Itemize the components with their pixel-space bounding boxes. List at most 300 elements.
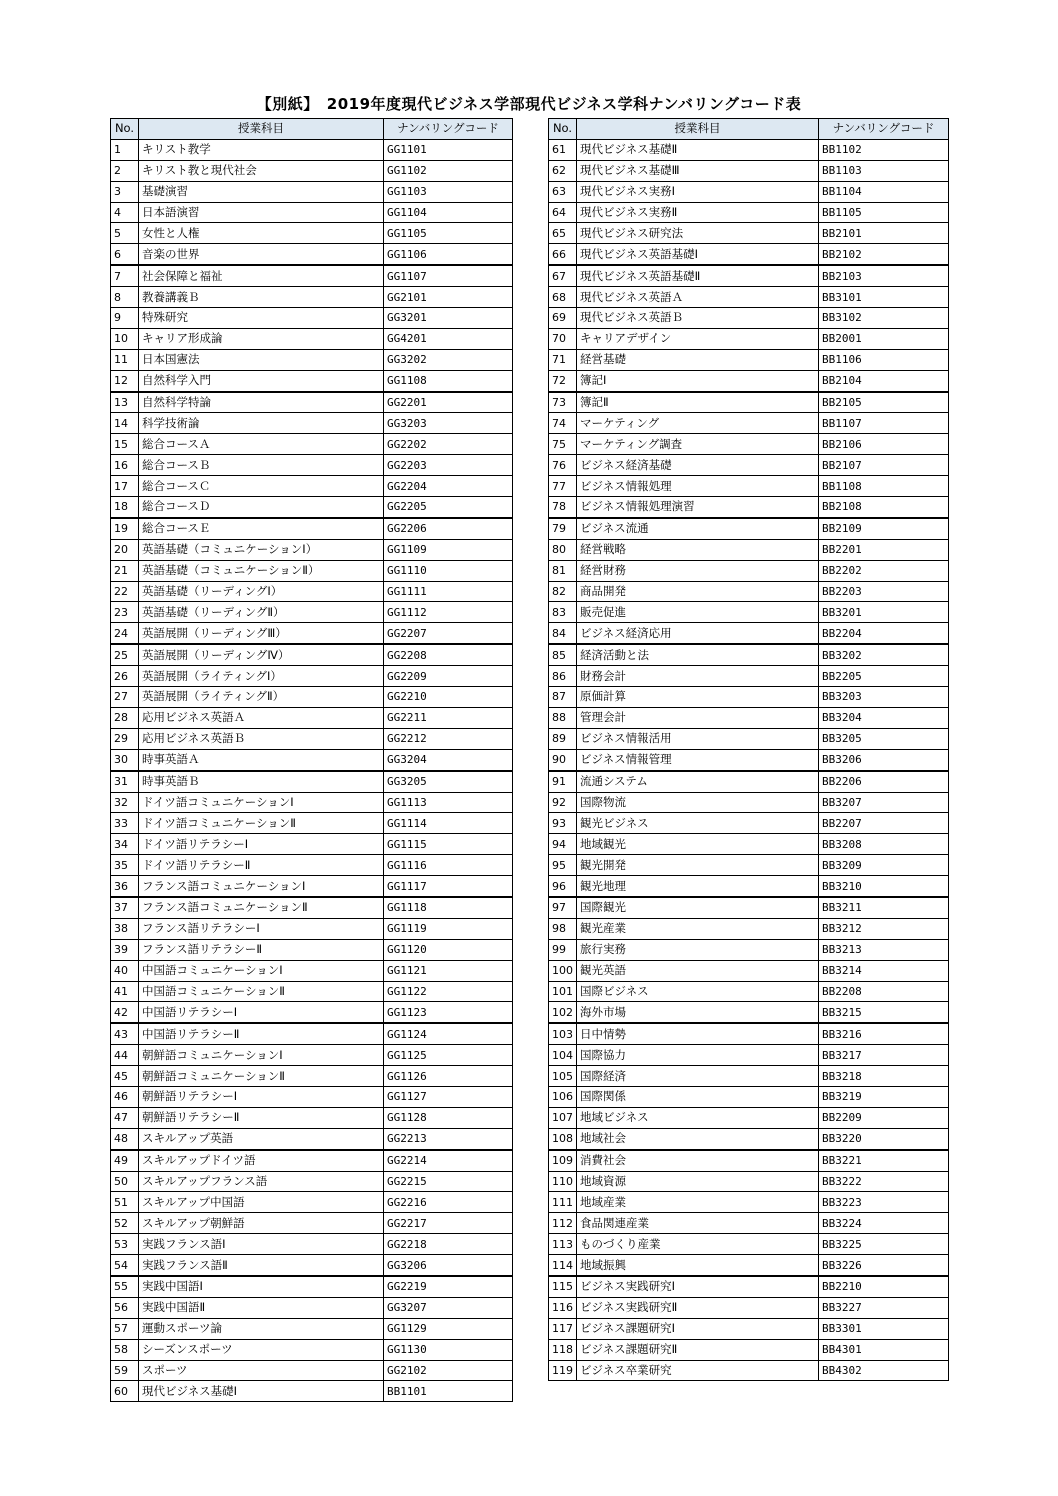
table-row xyxy=(549,1086,949,1107)
subject-name: 現代ビジネス基礎Ⅲ xyxy=(577,160,819,181)
numbering-code: GG1128 xyxy=(384,1107,513,1128)
numbering-code: GG1116 xyxy=(384,855,513,876)
row-number: 14 xyxy=(111,413,139,434)
table-row xyxy=(549,581,949,602)
subject-name: ビジネス課題研究Ⅱ xyxy=(577,1339,819,1360)
table-row xyxy=(111,434,513,455)
table-row xyxy=(549,497,949,518)
table-row xyxy=(111,897,513,918)
subject-name: 国際ビジネス xyxy=(577,981,819,1002)
subject-name: 女性と人権 xyxy=(139,223,384,244)
row-number: 35 xyxy=(111,855,139,876)
table-row xyxy=(549,876,949,897)
subject-name: ドイツ語コミュニケーションⅠ xyxy=(139,792,384,813)
header-code: ナンバリングコード xyxy=(819,119,949,140)
row-number: 85 xyxy=(549,644,577,665)
row-number: 43 xyxy=(111,1023,139,1044)
row-number: 90 xyxy=(549,749,577,770)
table-row xyxy=(111,287,513,308)
table-row xyxy=(549,1360,949,1381)
table-row xyxy=(549,1128,949,1149)
row-number: 20 xyxy=(111,539,139,560)
row-number: 1 xyxy=(111,139,139,160)
table-row xyxy=(111,1213,513,1234)
numbering-code: BB3209 xyxy=(819,855,949,876)
table-body-left xyxy=(111,139,513,1401)
numbering-code: BB3210 xyxy=(819,876,949,897)
table-row xyxy=(549,897,949,918)
table-row xyxy=(111,602,513,623)
subject-name: 英語基礎（コミュニケーションⅠ） xyxy=(139,539,384,560)
numbering-code: GG1126 xyxy=(384,1066,513,1087)
table-row xyxy=(549,1297,949,1318)
subject-name: 現代ビジネス英語Ａ xyxy=(577,287,819,308)
table-row xyxy=(549,707,949,728)
table-row xyxy=(111,244,513,265)
table-row xyxy=(111,476,513,497)
row-number: 24 xyxy=(111,623,139,644)
numbering-code: BB3224 xyxy=(819,1213,949,1234)
header-no: No. xyxy=(549,119,577,140)
row-number: 63 xyxy=(549,181,577,202)
table-row xyxy=(111,960,513,981)
subject-name: 英語展開（リーディングⅢ） xyxy=(139,623,384,644)
subject-name: 地域社会 xyxy=(577,1128,819,1149)
row-number: 92 xyxy=(549,792,577,813)
table-row xyxy=(549,539,949,560)
table-row xyxy=(549,1150,949,1171)
subject-name: 基礎演習 xyxy=(139,181,384,202)
numbering-code: GG3201 xyxy=(384,308,513,329)
numbering-code: GG1113 xyxy=(384,792,513,813)
table-body-right xyxy=(549,139,949,1381)
table-row xyxy=(549,202,949,223)
row-number: 17 xyxy=(111,476,139,497)
row-number: 108 xyxy=(549,1128,577,1149)
subject-name: 英語展開（ライティングⅡ） xyxy=(139,687,384,708)
subject-name: 実践中国語Ⅱ xyxy=(139,1297,384,1318)
table-row xyxy=(111,328,513,349)
numbering-code: BB3202 xyxy=(819,644,949,665)
table-row xyxy=(111,623,513,644)
numbering-code: BB3102 xyxy=(819,308,949,329)
numbering-code: GG1109 xyxy=(384,539,513,560)
row-number: 72 xyxy=(549,370,577,391)
table-row xyxy=(111,1381,513,1402)
table-row xyxy=(549,1234,949,1255)
numbering-code: BB1107 xyxy=(819,413,949,434)
numbering-code: GG1106 xyxy=(384,244,513,265)
numbering-code: GG1125 xyxy=(384,1045,513,1066)
subject-name: 応用ビジネス英語Ａ xyxy=(139,707,384,728)
numbering-code: BB3212 xyxy=(819,918,949,939)
subject-name: 総合コースＤ xyxy=(139,497,384,518)
row-number: 40 xyxy=(111,960,139,981)
subject-name: 総合コースＣ xyxy=(139,476,384,497)
numbering-code: GG2202 xyxy=(384,434,513,455)
subject-name: フランス語リテラシーⅠ xyxy=(139,918,384,939)
row-number: 116 xyxy=(549,1297,577,1318)
table-row xyxy=(549,644,949,665)
table-row xyxy=(549,265,949,286)
subject-name: ものづくり産業 xyxy=(577,1234,819,1255)
table-row xyxy=(111,666,513,687)
numbering-code: GG2209 xyxy=(384,666,513,687)
numbering-code: BB3213 xyxy=(819,939,949,960)
subject-name: 現代ビジネス実務Ⅰ xyxy=(577,181,819,202)
subject-name: ビジネス流通 xyxy=(577,518,819,539)
numbering-table-left xyxy=(110,118,513,1402)
subject-name: 旅行実務 xyxy=(577,939,819,960)
numbering-code: BB3206 xyxy=(819,749,949,770)
subject-name: 特殊研究 xyxy=(139,308,384,329)
row-number: 68 xyxy=(549,287,577,308)
subject-name: スキルアップ英語 xyxy=(139,1128,384,1149)
table-row xyxy=(549,287,949,308)
row-number: 78 xyxy=(549,497,577,518)
numbering-code: BB4302 xyxy=(819,1360,949,1381)
subject-name: 英語展開（ライティングⅠ） xyxy=(139,666,384,687)
subject-name: 英語展開（リーディングⅣ） xyxy=(139,644,384,665)
subject-name: 観光開発 xyxy=(577,855,819,876)
subject-name: 観光産業 xyxy=(577,918,819,939)
subject-name: 応用ビジネス英語Ｂ xyxy=(139,728,384,749)
numbering-code: BB1102 xyxy=(819,139,949,160)
row-number: 89 xyxy=(549,728,577,749)
row-number: 29 xyxy=(111,728,139,749)
row-number: 44 xyxy=(111,1045,139,1066)
row-number: 48 xyxy=(111,1128,139,1149)
numbering-code: BB3225 xyxy=(819,1234,949,1255)
row-number: 83 xyxy=(549,602,577,623)
subject-name: 朝鮮語コミュニケーションⅡ xyxy=(139,1066,384,1087)
table-row xyxy=(111,749,513,770)
subject-name: フランス語コミュニケーションⅡ xyxy=(139,897,384,918)
numbering-code: GG1111 xyxy=(384,581,513,602)
numbering-code: BB3217 xyxy=(819,1045,949,1066)
row-number: 97 xyxy=(549,897,577,918)
table-row xyxy=(111,981,513,1002)
row-number: 59 xyxy=(111,1360,139,1381)
numbering-code: GG1130 xyxy=(384,1339,513,1360)
table-row xyxy=(549,560,949,581)
subject-name: 朝鮮語コミュニケーションⅠ xyxy=(139,1045,384,1066)
subject-name: ドイツ語リテラシーⅡ xyxy=(139,855,384,876)
table-row xyxy=(549,749,949,770)
numbering-code: BB2209 xyxy=(819,1107,949,1128)
row-number: 26 xyxy=(111,666,139,687)
row-number: 60 xyxy=(111,1381,139,1402)
table-row xyxy=(549,813,949,834)
row-number: 86 xyxy=(549,666,577,687)
table-row xyxy=(111,308,513,329)
table-row xyxy=(549,666,949,687)
subject-name: 地域資源 xyxy=(577,1171,819,1192)
table-row xyxy=(549,1107,949,1128)
row-number: 111 xyxy=(549,1192,577,1213)
table-row xyxy=(111,792,513,813)
table-row xyxy=(111,728,513,749)
row-number: 106 xyxy=(549,1086,577,1107)
table-row xyxy=(111,518,513,539)
row-number: 54 xyxy=(111,1255,139,1276)
numbering-code: BB1101 xyxy=(384,1381,513,1402)
numbering-code: BB2104 xyxy=(819,370,949,391)
table-row xyxy=(549,855,949,876)
subject-name: ビジネス卒業研究 xyxy=(577,1360,819,1381)
numbering-code: BB3221 xyxy=(819,1150,949,1171)
subject-name: 地域ビジネス xyxy=(577,1107,819,1128)
row-number: 101 xyxy=(549,981,577,1002)
table-row xyxy=(111,855,513,876)
table-row xyxy=(111,1023,513,1044)
numbering-code: GG1112 xyxy=(384,602,513,623)
row-number: 42 xyxy=(111,1002,139,1023)
table-row xyxy=(111,918,513,939)
numbering-code: BB2001 xyxy=(819,328,949,349)
row-number: 50 xyxy=(111,1171,139,1192)
numbering-code: GG2217 xyxy=(384,1213,513,1234)
numbering-code: GG2101 xyxy=(384,287,513,308)
subject-name: 時事英語Ａ xyxy=(139,749,384,770)
table-row xyxy=(549,349,949,370)
table-row xyxy=(549,434,949,455)
row-number: 30 xyxy=(111,749,139,770)
table-row xyxy=(111,1360,513,1381)
subject-name: ビジネス情報処理 xyxy=(577,476,819,497)
numbering-code: BB3215 xyxy=(819,1002,949,1023)
table-row xyxy=(549,1023,949,1044)
subject-name: 現代ビジネス英語Ｂ xyxy=(577,308,819,329)
row-number: 105 xyxy=(549,1066,577,1087)
table-row xyxy=(111,1086,513,1107)
numbering-code: GG1115 xyxy=(384,834,513,855)
row-number: 96 xyxy=(549,876,577,897)
subject-name: 総合コースＢ xyxy=(139,455,384,476)
row-number: 11 xyxy=(111,349,139,370)
numbering-code: GG1110 xyxy=(384,560,513,581)
table-row xyxy=(549,1213,949,1234)
table-row xyxy=(549,918,949,939)
table-row xyxy=(549,1192,949,1213)
table-row xyxy=(111,1128,513,1149)
row-number: 49 xyxy=(111,1150,139,1171)
numbering-code: BB3216 xyxy=(819,1023,949,1044)
subject-name: 地域産業 xyxy=(577,1192,819,1213)
subject-name: 中国語リテラシーⅡ xyxy=(139,1023,384,1044)
table-row xyxy=(111,455,513,476)
subject-name: 時事英語Ｂ xyxy=(139,771,384,792)
row-number: 32 xyxy=(111,792,139,813)
row-number: 69 xyxy=(549,308,577,329)
row-number: 77 xyxy=(549,476,577,497)
subject-name: 中国語コミュニケーションⅠ xyxy=(139,960,384,981)
subject-name: シーズンスポーツ xyxy=(139,1339,384,1360)
row-number: 73 xyxy=(549,392,577,413)
row-number: 113 xyxy=(549,1234,577,1255)
table-row xyxy=(111,139,513,160)
subject-name: 中国語コミュニケーションⅡ xyxy=(139,981,384,1002)
row-number: 82 xyxy=(549,581,577,602)
subject-name: 英語基礎（リーディングⅠ） xyxy=(139,581,384,602)
row-number: 58 xyxy=(111,1339,139,1360)
row-number: 46 xyxy=(111,1086,139,1107)
subject-name: フランス語コミュニケーションⅠ xyxy=(139,876,384,897)
subject-name: 科学技術論 xyxy=(139,413,384,434)
subject-name: 実践フランス語Ⅱ xyxy=(139,1255,384,1276)
numbering-code: BB1106 xyxy=(819,349,949,370)
subject-name: 運動スポーツ論 xyxy=(139,1318,384,1339)
numbering-code: BB2203 xyxy=(819,581,949,602)
numbering-code: GG2211 xyxy=(384,707,513,728)
subject-name: ビジネス経済応用 xyxy=(577,623,819,644)
row-number: 27 xyxy=(111,687,139,708)
row-number: 119 xyxy=(549,1360,577,1381)
table-row xyxy=(111,1150,513,1171)
subject-name: キャリア形成論 xyxy=(139,328,384,349)
table-row xyxy=(549,939,949,960)
row-number: 3 xyxy=(111,181,139,202)
numbering-code: GG1118 xyxy=(384,897,513,918)
numbering-code: GG2102 xyxy=(384,1360,513,1381)
numbering-code: GG2203 xyxy=(384,455,513,476)
row-number: 95 xyxy=(549,855,577,876)
subject-name: 現代ビジネス英語基礎Ⅰ xyxy=(577,244,819,265)
subject-name: フランス語リテラシーⅡ xyxy=(139,939,384,960)
subject-name: ビジネス情報活用 xyxy=(577,728,819,749)
numbering-code: GG2212 xyxy=(384,728,513,749)
row-number: 76 xyxy=(549,455,577,476)
row-number: 22 xyxy=(111,581,139,602)
numbering-code: BB3227 xyxy=(819,1297,949,1318)
subject-name: 総合コースＥ xyxy=(139,518,384,539)
table-row xyxy=(111,939,513,960)
numbering-code: BB3211 xyxy=(819,897,949,918)
numbering-code: GG3202 xyxy=(384,349,513,370)
table-row xyxy=(111,1002,513,1023)
numbering-code: BB2210 xyxy=(819,1276,949,1297)
subject-name: ビジネス課題研究Ⅰ xyxy=(577,1318,819,1339)
row-number: 109 xyxy=(549,1150,577,1171)
numbering-code: GG3204 xyxy=(384,749,513,770)
subject-name: 消費社会 xyxy=(577,1150,819,1171)
row-number: 61 xyxy=(549,139,577,160)
numbering-code: BB3301 xyxy=(819,1318,949,1339)
numbering-code: GG1122 xyxy=(384,981,513,1002)
row-number: 52 xyxy=(111,1213,139,1234)
subject-name: 経済活動と法 xyxy=(577,644,819,665)
table-row xyxy=(549,1255,949,1276)
numbering-code: GG1107 xyxy=(384,265,513,286)
table-row xyxy=(111,349,513,370)
row-number: 19 xyxy=(111,518,139,539)
row-number: 84 xyxy=(549,623,577,644)
subject-name: 管理会計 xyxy=(577,707,819,728)
numbering-code: GG2206 xyxy=(384,518,513,539)
table-row xyxy=(111,160,513,181)
subject-name: 朝鮮語リテラシーⅠ xyxy=(139,1086,384,1107)
numbering-code: BB2109 xyxy=(819,518,949,539)
table-row xyxy=(549,1066,949,1087)
numbering-code: BB2205 xyxy=(819,666,949,687)
row-number: 13 xyxy=(111,392,139,413)
numbering-code: GG2204 xyxy=(384,476,513,497)
subject-name: 流通システム xyxy=(577,771,819,792)
row-number: 25 xyxy=(111,644,139,665)
row-number: 56 xyxy=(111,1297,139,1318)
row-number: 47 xyxy=(111,1107,139,1128)
row-number: 4 xyxy=(111,202,139,223)
row-number: 9 xyxy=(111,308,139,329)
row-number: 10 xyxy=(111,328,139,349)
table-row xyxy=(111,771,513,792)
row-number: 79 xyxy=(549,518,577,539)
row-number: 23 xyxy=(111,602,139,623)
subject-name: 観光地理 xyxy=(577,876,819,897)
numbering-code: BB2206 xyxy=(819,771,949,792)
subject-name: 経営基礎 xyxy=(577,349,819,370)
table-row xyxy=(111,1192,513,1213)
subject-name: キリスト教と現代社会 xyxy=(139,160,384,181)
table-row xyxy=(111,265,513,286)
subject-name: 地域観光 xyxy=(577,834,819,855)
table-row xyxy=(549,392,949,413)
table-row xyxy=(549,792,949,813)
row-number: 71 xyxy=(549,349,577,370)
row-number: 103 xyxy=(549,1023,577,1044)
row-number: 114 xyxy=(549,1255,577,1276)
numbering-code: BB3214 xyxy=(819,960,949,981)
numbering-code: BB1103 xyxy=(819,160,949,181)
subject-name: 食品関連産業 xyxy=(577,1213,819,1234)
numbering-code: GG2218 xyxy=(384,1234,513,1255)
table-row xyxy=(111,687,513,708)
row-number: 38 xyxy=(111,918,139,939)
table-row xyxy=(111,1255,513,1276)
row-number: 81 xyxy=(549,560,577,581)
subject-name: スキルアップ中国語 xyxy=(139,1192,384,1213)
subject-name: 実践中国語Ⅰ xyxy=(139,1276,384,1297)
numbering-code: GG1124 xyxy=(384,1023,513,1044)
numbering-code: BB3207 xyxy=(819,792,949,813)
subject-name: ビジネス実践研究Ⅰ xyxy=(577,1276,819,1297)
subject-name: 社会保障と福祉 xyxy=(139,265,384,286)
table-row xyxy=(111,560,513,581)
subject-name: 現代ビジネス実務Ⅱ xyxy=(577,202,819,223)
numbering-code: BB2103 xyxy=(819,265,949,286)
table-row xyxy=(111,1318,513,1339)
numbering-code: GG1101 xyxy=(384,139,513,160)
row-number: 67 xyxy=(549,265,577,286)
table-row xyxy=(549,223,949,244)
numbering-table-right xyxy=(548,118,949,1381)
row-number: 70 xyxy=(549,328,577,349)
table-row xyxy=(111,1171,513,1192)
table-row xyxy=(549,771,949,792)
row-number: 55 xyxy=(111,1276,139,1297)
subject-name: 日中情勢 xyxy=(577,1023,819,1044)
row-number: 64 xyxy=(549,202,577,223)
subject-name: 国際経済 xyxy=(577,1066,819,1087)
numbering-code: BB3222 xyxy=(819,1171,949,1192)
numbering-code: GG4201 xyxy=(384,328,513,349)
header-subject: 授業科目 xyxy=(577,119,819,140)
row-number: 91 xyxy=(549,771,577,792)
table-header-row xyxy=(549,119,949,140)
numbering-code: BB2107 xyxy=(819,455,949,476)
numbering-code: BB3223 xyxy=(819,1192,949,1213)
numbering-code: BB2207 xyxy=(819,813,949,834)
